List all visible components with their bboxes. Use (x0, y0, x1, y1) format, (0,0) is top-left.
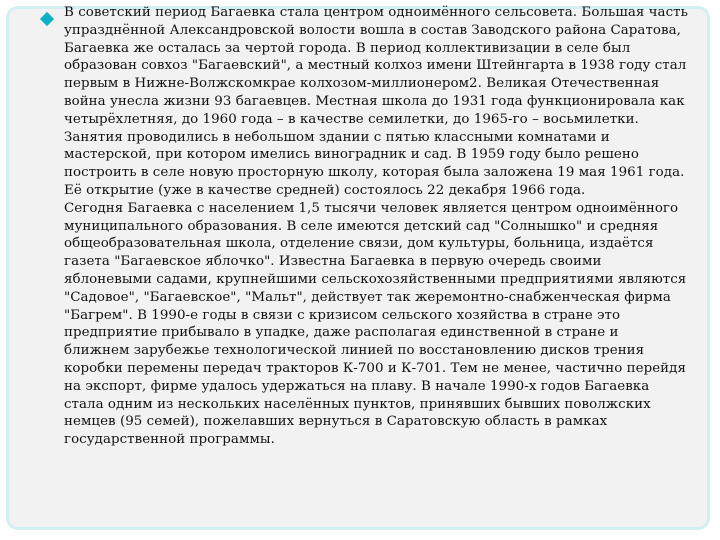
body-text (64, 4, 688, 449)
paragraph-present: Сегодня Багаевка с населением 1,5 тысячи человек является центром одноимённого муниципального образования. В селе имеются детский сад "Солнышко" и средняя общеобразовательная школа, отделение связи, дом культуры, больница, издаётся газета "Багаевское яблочко". Известна Багаевка в первую очередь своими яблоневыми садами, крупнейшими сельскохозяйственными предприятиями являются "Садовое", "Багаевское", "Мальт", действует так жеремонтно-снабженческая фирма "Багрем". В 1990-е годы в связи с кризисом сельского хозяйства в стране это предприятие прибывало в упадке, даже располагая единственной в стране и ближнем зарубежье технологической линией по восстановлению дисков трения коробки перемены передач тракторов К-700 и К-701. Тем не менее, частично перейдя на экспорт, фирме удалось удержаться на плаву. В начале 1990-х годов Багаевка стала одним из нескольких населённых пунктов, принявших бывших поволжских немцев (95 семей), пожелавших вернуться в Саратовскую область в рамках государственной программы. (64, 200, 687, 448)
paragraph-history: В советский период Багаевка стала центром одноимённого сельсовета. Большая часть упразднённой Александровской волости вошла в состав Заводского района Саратова, Багаевка же осталась за чертой города. В период коллективизации в селе был образован совхоз "Багаевский", а местный колхоз имени Штейнгарта в 1938 году стал первым в Нижне-Волжскомкрае колхозом-миллионером2. Великая Отечественная война унесла жизни 93 багаевцев. Местная школа до 1931 года функционировала как четырёхлетняя, до 1960 года – в качестве семилетки, до 1965-го – восьмилетки. Занятия проводились в небольшом здании с пятью классными комнатами и мастерской, при котором имелись виноградник и сад. В 1959 году было решено построить в селе новую просторную школу, которая была заложена 19 мая 1961 года. Её открытие (уже в качестве средней) состоялось 22 декабря 1966 года. (64, 5, 688, 198)
